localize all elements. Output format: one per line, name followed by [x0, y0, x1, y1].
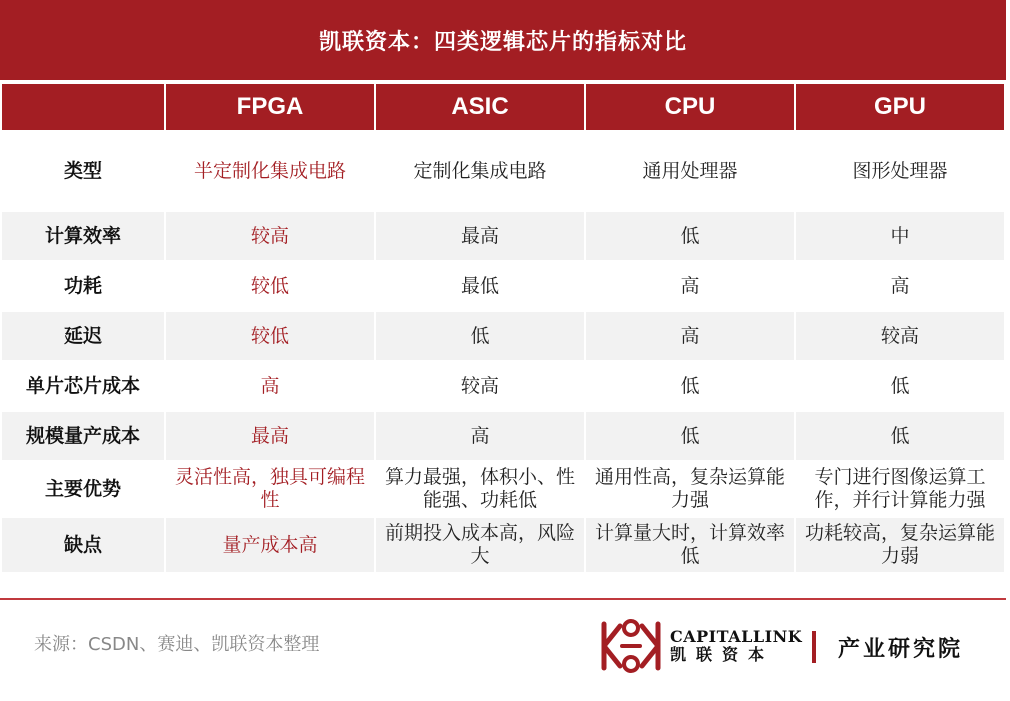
cell-cpu: 低 — [586, 362, 794, 410]
cell-fpga: 量产成本高 — [166, 518, 374, 572]
brand-name-en: CAPITALLINK — [670, 627, 803, 646]
cell-gpu: 专门进行图像运算工作，并行计算能力强 — [796, 462, 1004, 516]
cell-cpu: 高 — [586, 262, 794, 310]
cell-gpu: 高 — [796, 262, 1004, 310]
brand-name-zh: 凯联资本 — [670, 645, 775, 664]
table-row — [2, 462, 1004, 516]
table-row — [2, 518, 1004, 572]
row-label: 规模量产成本 — [2, 412, 164, 460]
cell-cpu: 高 — [586, 312, 794, 360]
row-label: 类型 — [2, 132, 164, 210]
header-corner — [2, 84, 164, 130]
brand-name — [670, 628, 802, 664]
cell-fpga: 高 — [166, 362, 374, 410]
capitallink-logo-icon — [596, 614, 666, 678]
source-note: 来源：CSDN、赛迪、凯联资本整理 — [34, 634, 320, 655]
cell-cpu: 低 — [586, 412, 794, 460]
cell-fpga: 半定制化集成电路 — [166, 132, 374, 210]
cell-asic: 前期投入成本高，风险大 — [376, 518, 584, 572]
cell-gpu: 低 — [796, 412, 1004, 460]
table-row — [2, 132, 1004, 210]
header-cpu: CPU — [586, 84, 794, 130]
row-label: 功耗 — [2, 262, 164, 310]
cell-gpu: 低 — [796, 362, 1004, 410]
cell-asic: 高 — [376, 412, 584, 460]
cell-fpga: 灵活性高，独具可编程性 — [166, 462, 374, 516]
cell-cpu: 计算量大时，计算效率低 — [586, 518, 794, 572]
row-label: 延迟 — [2, 312, 164, 360]
page-title: 凯联资本：四类逻辑芯片的指标对比 — [0, 0, 1006, 80]
table-row — [2, 312, 1004, 360]
table-row — [2, 212, 1004, 260]
comparison-table — [0, 82, 1006, 574]
cell-cpu: 通用处理器 — [586, 132, 794, 210]
cell-asic: 较高 — [376, 362, 584, 410]
cell-cpu: 通用性高，复杂运算能力强 — [586, 462, 794, 516]
cell-asic: 最低 — [376, 262, 584, 310]
cell-fpga: 最高 — [166, 412, 374, 460]
row-label: 主要优势 — [2, 462, 164, 516]
cell-asic: 最高 — [376, 212, 584, 260]
row-label: 计算效率 — [2, 212, 164, 260]
institute-name: 产业研究院 — [838, 636, 964, 662]
footer-divider — [0, 598, 1006, 600]
cell-gpu: 功耗较高，复杂运算能力弱 — [796, 518, 1004, 572]
cell-cpu: 低 — [586, 212, 794, 260]
row-label: 缺点 — [2, 518, 164, 572]
cell-asic: 低 — [376, 312, 584, 360]
cell-gpu: 较高 — [796, 312, 1004, 360]
table-row — [2, 262, 1004, 310]
table-header-row — [2, 84, 1004, 130]
brand-separator — [812, 631, 816, 663]
cell-gpu: 中 — [796, 212, 1004, 260]
table-row — [2, 362, 1004, 410]
header-fpga: FPGA — [166, 84, 374, 130]
cell-fpga: 较高 — [166, 212, 374, 260]
cell-fpga: 较低 — [166, 312, 374, 360]
cell-gpu: 图形处理器 — [796, 132, 1004, 210]
header-asic: ASIC — [376, 84, 584, 130]
header-gpu: GPU — [796, 84, 1004, 130]
cell-fpga: 较低 — [166, 262, 374, 310]
cell-asic: 定制化集成电路 — [376, 132, 584, 210]
table-row — [2, 412, 1004, 460]
cell-asic: 算力最强，体积小、性能强、功耗低 — [376, 462, 584, 516]
row-label: 单片芯片成本 — [2, 362, 164, 410]
